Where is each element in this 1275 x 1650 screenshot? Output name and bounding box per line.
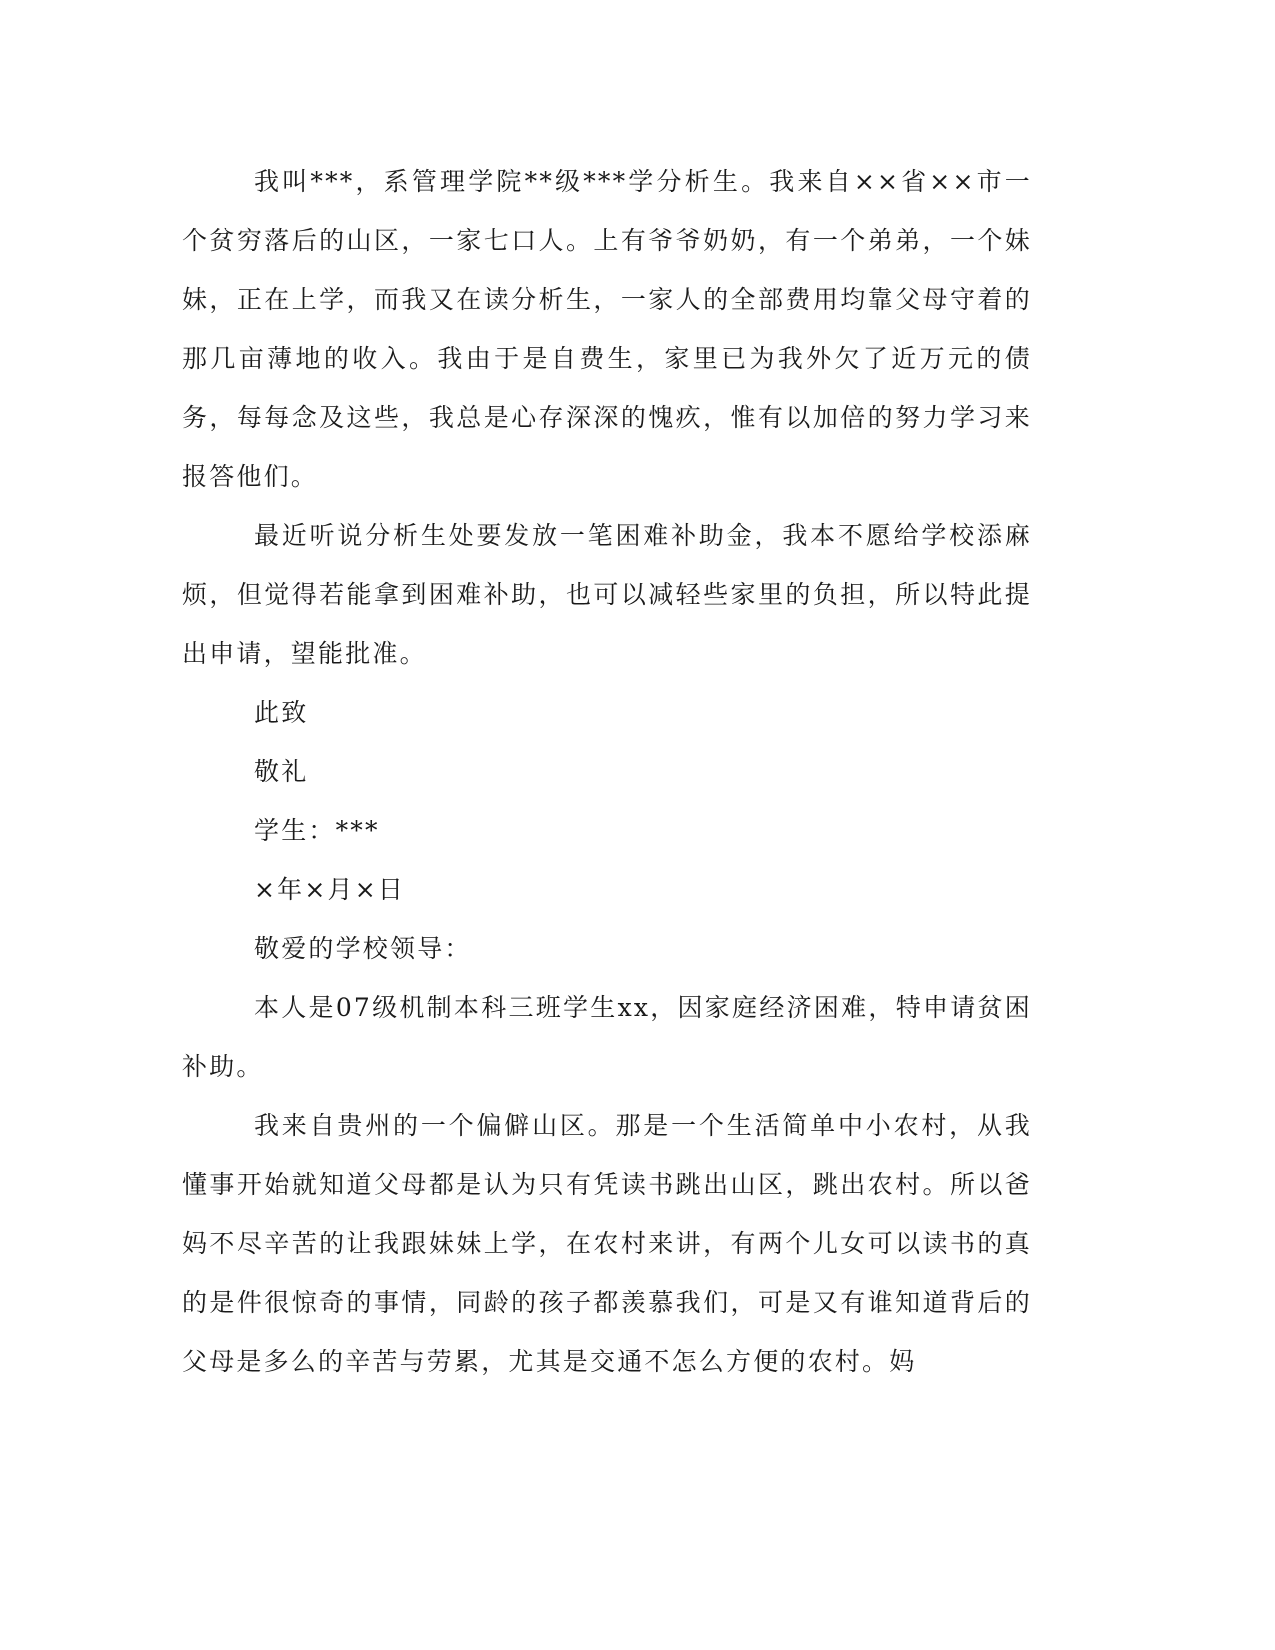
paragraph-intro: 本人是07级机制本科三班学生xx，因家庭经济困难，特申请贫困补助。 [182, 993, 1032, 1081]
closing-cizhi: 此致 [254, 698, 309, 727]
closing-jingli: 敬礼 [254, 757, 309, 786]
document-page [182, 152, 1032, 1391]
paragraph-family-background: 我叫***，系管理学院**级***学分析生。我来自××省××市一个贫穷落后的山区，一家七口人。上有爷爷奶奶，有一个弟弟，一个妹妹，正在上学，而我又在读分析生，一家人的全部费用均靠父母守着的那几亩薄地的收入。我由于是自费生，家里已为我外欠了近万元的债务，每每念及这些，我总是心存深深的愧疚，惟有以加倍的努力学习来报答他们。 [182, 167, 1032, 491]
signature: 学生：*** [254, 816, 380, 845]
paragraph-request: 最近听说分析生处要发放一笔困难补助金，我本不愿给学校添麻烦，但觉得若能拿到困难补助，也可以减轻些家里的负担，所以特此提出申请，望能批准。 [182, 521, 1032, 668]
salutation: 敬爱的学校领导： [254, 934, 472, 963]
paragraph-background: 我来自贵州的一个偏僻山区。那是一个生活简单中小农村，从我懂事开始就知道父母都是认为只有凭读书跳出山区，跳出农村。所以爸妈不尽辛苦的让我跟妹妹上学，在农村来讲，有两个儿女可以读书的真的是件很惊奇的事情，同龄的孩子都羡慕我们，可是又有谁知道背后的父母是多么的辛苦与劳累，尤其是交通不怎么方便的农村。妈 [182, 1111, 1032, 1376]
date: ×年×月×日 [254, 875, 406, 904]
